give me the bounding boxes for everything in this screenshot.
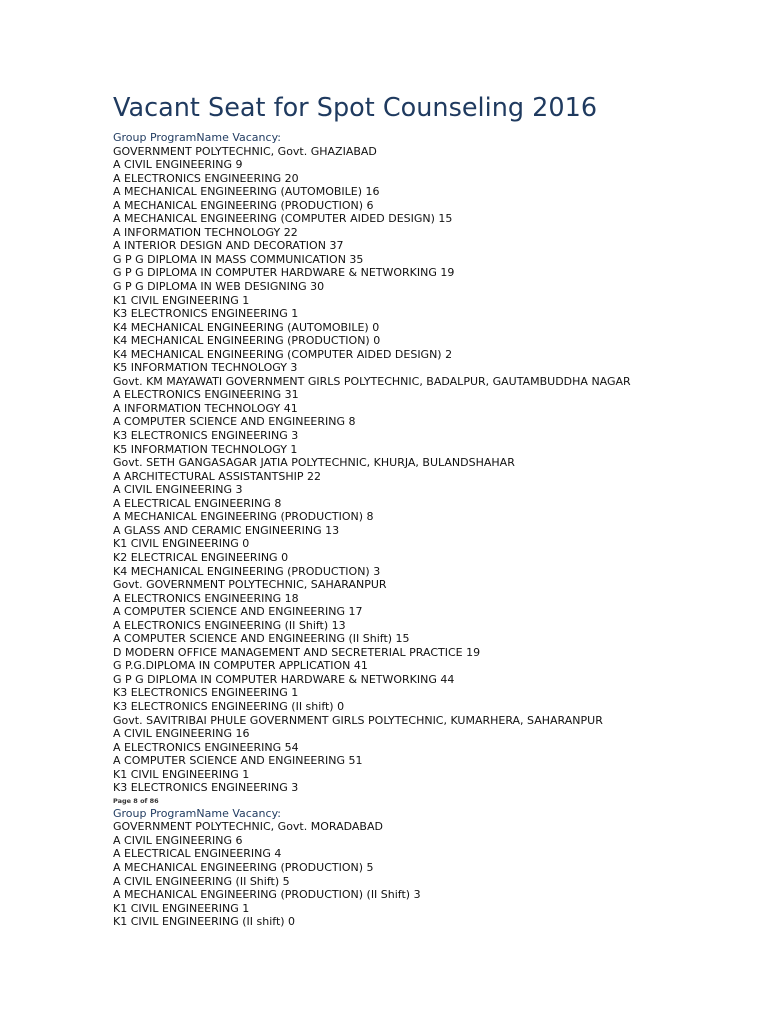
vacancy-line: Govt. SAVITRIBAI PHULE GOVERNMENT GIRLS POLYTECHNIC, KUMARHERA, SAHARANPUR xyxy=(113,713,603,727)
vacancy-line: A MECHANICAL ENGINEERING (PRODUCTION) 8 xyxy=(113,510,374,524)
vacancy-line: A MECHANICAL ENGINEERING (PRODUCTION) 5 xyxy=(113,860,374,874)
page-number: Page 8 of 86 xyxy=(113,796,159,805)
vacancy-line: A ELECTRICAL ENGINEERING 4 xyxy=(113,847,282,861)
vacancy-line: K2 ELECTRICAL ENGINEERING 0 xyxy=(113,550,289,564)
vacancy-line: K3 ELECTRONICS ENGINEERING 1 xyxy=(113,307,299,321)
vacancy-line: G P G DIPLOMA IN MASS COMMUNICATION 35 xyxy=(113,252,364,266)
vacancy-line: K3 ELECTRONICS ENGINEERING 3 xyxy=(113,781,299,795)
vacancy-line: Govt. GOVERNMENT POLYTECHNIC, SAHARANPUR xyxy=(113,578,387,592)
vacancy-line: G P G DIPLOMA IN COMPUTER HARDWARE & NETWORKING 44 xyxy=(113,672,455,686)
vacancy-line: A CIVIL ENGINEERING (II Shift) 5 xyxy=(113,874,290,888)
vacancy-line: G P.G.DIPLOMA IN COMPUTER APPLICATION 41 xyxy=(113,659,368,673)
column-header-line: Group ProgramName Vacancy: xyxy=(113,806,281,820)
column-header-line: Group ProgramName Vacancy: xyxy=(113,131,281,144)
vacancy-line: K3 ELECTRONICS ENGINEERING 3 xyxy=(113,429,299,443)
vacancy-line: K5 INFORMATION TECHNOLOGY 3 xyxy=(113,361,298,375)
vacancy-line: A ELECTRICAL ENGINEERING 8 xyxy=(113,496,282,510)
vacancy-line: Govt. KM MAYAWATI GOVERNMENT GIRLS POLYTECHNIC, BADALPUR, GAUTAMBUDDHA NAGAR xyxy=(113,374,631,388)
vacancy-line: G P G DIPLOMA IN WEB DESIGNING 30 xyxy=(113,280,325,294)
vacancy-line: K3 ELECTRONICS ENGINEERING 1 xyxy=(113,686,299,700)
vacancy-line: K3 ELECTRONICS ENGINEERING (II shift) 0 xyxy=(113,699,345,713)
document-body xyxy=(113,131,753,929)
vacancy-line: A COMPUTER SCIENCE AND ENGINEERING 51 xyxy=(113,754,363,768)
vacancy-line: A ARCHITECTURAL ASSISTANTSHIP 22 xyxy=(113,469,321,483)
vacancy-line: A CIVIL ENGINEERING 3 xyxy=(113,483,243,497)
vacancy-line: K1 CIVIL ENGINEERING 1 xyxy=(113,901,250,915)
vacancy-line: D MODERN OFFICE MANAGEMENT AND SECRETERIAL PRACTICE 19 xyxy=(113,645,481,659)
vacancy-line: A CIVIL ENGINEERING 9 xyxy=(113,158,243,172)
vacancy-line: A CIVIL ENGINEERING 6 xyxy=(113,833,243,847)
vacancy-line: K1 CIVIL ENGINEERING (II shift) 0 xyxy=(113,915,296,929)
vacancy-line: K1 CIVIL ENGINEERING 1 xyxy=(113,767,250,781)
vacancy-line: A ELECTRONICS ENGINEERING (II Shift) 13 xyxy=(113,618,346,632)
vacancy-line: K5 INFORMATION TECHNOLOGY 1 xyxy=(113,442,298,456)
vacancy-line: A ELECTRONICS ENGINEERING 18 xyxy=(113,591,299,605)
vacancy-line: K4 MECHANICAL ENGINEERING (COMPUTER AIDED DESIGN) 2 xyxy=(113,347,453,361)
vacancy-line: GOVERNMENT POLYTECHNIC, Govt. GHAZIABAD xyxy=(113,144,377,158)
vacancy-line: G P G DIPLOMA IN COMPUTER HARDWARE & NETWORKING 19 xyxy=(113,266,455,280)
vacancy-line: A INFORMATION TECHNOLOGY 22 xyxy=(113,225,298,239)
vacancy-line: K1 CIVIL ENGINEERING 0 xyxy=(113,537,250,551)
document-page xyxy=(113,90,753,929)
vacancy-line: A MECHANICAL ENGINEERING (COMPUTER AIDED DESIGN) 15 xyxy=(113,212,453,226)
vacancy-line: K1 CIVIL ENGINEERING 1 xyxy=(113,293,250,307)
vacancy-line: A INFORMATION TECHNOLOGY 41 xyxy=(113,401,298,415)
vacancy-line: Govt. SETH GANGASAGAR JATIA POLYTECHNIC, KHURJA, BULANDSHAHAR xyxy=(113,456,515,470)
vacancy-line: A CIVIL ENGINEERING 16 xyxy=(113,727,250,741)
vacancy-line: K4 MECHANICAL ENGINEERING (AUTOMOBILE) 0 xyxy=(113,320,380,334)
vacancy-line: A GLASS AND CERAMIC ENGINEERING 13 xyxy=(113,523,340,537)
document-title: Vacant Seat for Spot Counseling 2016 xyxy=(113,93,598,123)
vacancy-line: A INTERIOR DESIGN AND DECORATION 37 xyxy=(113,239,344,253)
vacancy-line: K4 MECHANICAL ENGINEERING (PRODUCTION) 0 xyxy=(113,334,381,348)
vacancy-line: K4 MECHANICAL ENGINEERING (PRODUCTION) 3 xyxy=(113,564,381,578)
vacancy-line: A COMPUTER SCIENCE AND ENGINEERING 17 xyxy=(113,605,363,619)
vacancy-line: A COMPUTER SCIENCE AND ENGINEERING 8 xyxy=(113,415,356,429)
vacancy-line: A ELECTRONICS ENGINEERING 54 xyxy=(113,740,299,754)
vacancy-line: A MECHANICAL ENGINEERING (AUTOMOBILE) 16 xyxy=(113,185,380,199)
vacancy-line: A MECHANICAL ENGINEERING (PRODUCTION) 6 xyxy=(113,198,374,212)
vacancy-line: A COMPUTER SCIENCE AND ENGINEERING (II Shift) 15 xyxy=(113,632,410,646)
vacancy-line: A ELECTRONICS ENGINEERING 20 xyxy=(113,171,299,185)
vacancy-line: GOVERNMENT POLYTECHNIC, Govt. MORADABAD xyxy=(113,820,383,834)
vacancy-line: A ELECTRONICS ENGINEERING 31 xyxy=(113,388,299,402)
vacancy-line: A MECHANICAL ENGINEERING (PRODUCTION) (II Shift) 3 xyxy=(113,888,421,902)
